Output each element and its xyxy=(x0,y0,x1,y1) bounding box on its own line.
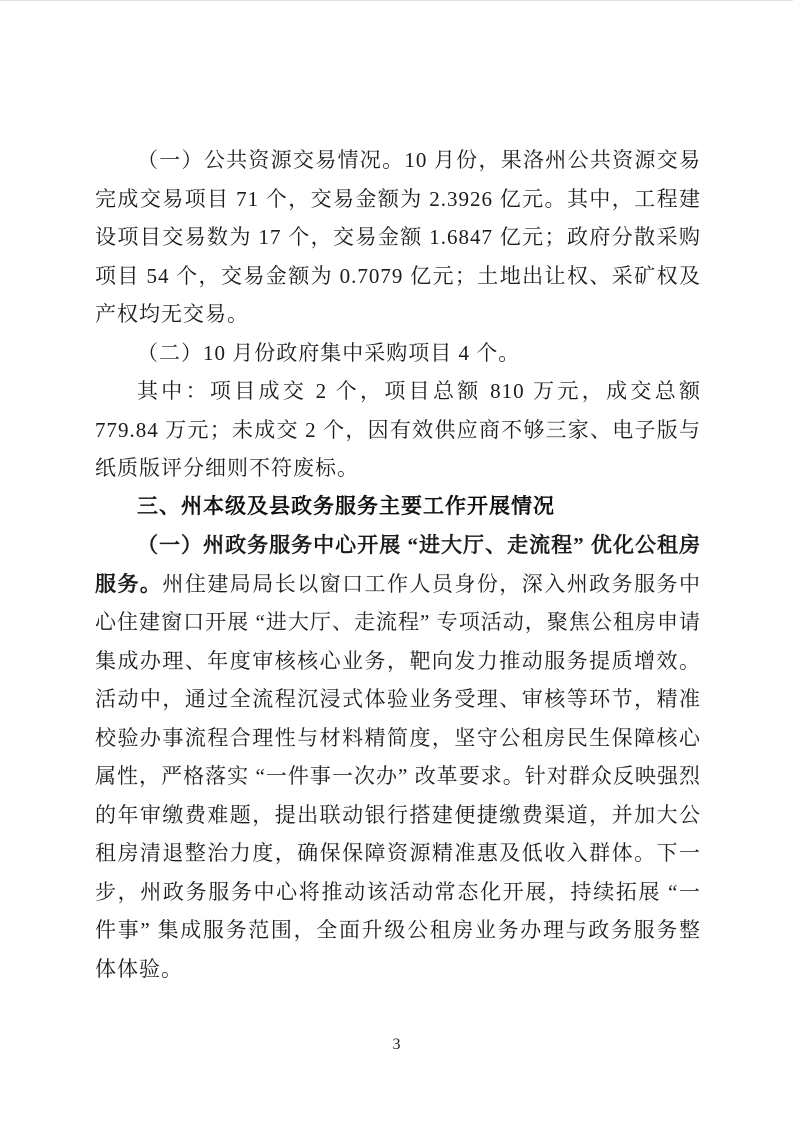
paragraph-procurement-detail: 其中：项目成交 2 个，项目总额 810 万元，成交总额 779.84 万元；未成交 2 个，因有效供应商不够三家、电子版与纸质版评分细则不符废标。 xyxy=(95,379,701,480)
paragraph-public-resource-trading: （一）公共资源交易情况。10 月份，果洛州公共资源交易完成交易项目 71 个，交易金额为 2.3926 亿元。其中，工程建设项目交易数为 17 个，交易金额 1.6847 亿元；政府分散采购项目 54 个，交易金额为 0.7079 亿元；土地出让权、采矿权及产权均无交易。 xyxy=(95,148,701,326)
paragraph-housing-service-body: 州住建局局长以窗口工作人员身份，深入州政务服务中心住建窗口开展 “进大厅、走流程” 专项活动，聚焦公租房申请集成办理、年度审核核心业务，靶向发力推动服务提质增效。活动中，通过全流程沉浸式体验业务受理、审核等环节，精准校验办事流程合理性与材料精简度，坚守公租房民生保障核心属性，严格落实 “一件事一次办” 改革要求。针对群众反映强烈的年审缴费难题，提出联动银行搭建便捷缴费渠道，并加大公租房清退整治力度，确保保障资源精准惠及低收入群体。下一步，州政务服务中心将推动该活动常态化开展，持续拓展 “一件事” 集成服务范围，全面升级公租房业务办理与政务服务整体体验。 xyxy=(95,571,702,981)
paragraph-housing-service xyxy=(95,526,701,988)
page-number: 3 xyxy=(392,1036,401,1053)
section-heading-three: 三、州本级及县政务服务主要工作开展情况 xyxy=(137,494,555,518)
paragraph-housing-service-lead: （一）州政务服务中心开展 “进大厅、走流程” 优化公租房服务。 xyxy=(95,533,701,596)
paragraph-centralized-procurement: （二）10 月份政府集中采购项目 4 个。 xyxy=(137,340,521,365)
